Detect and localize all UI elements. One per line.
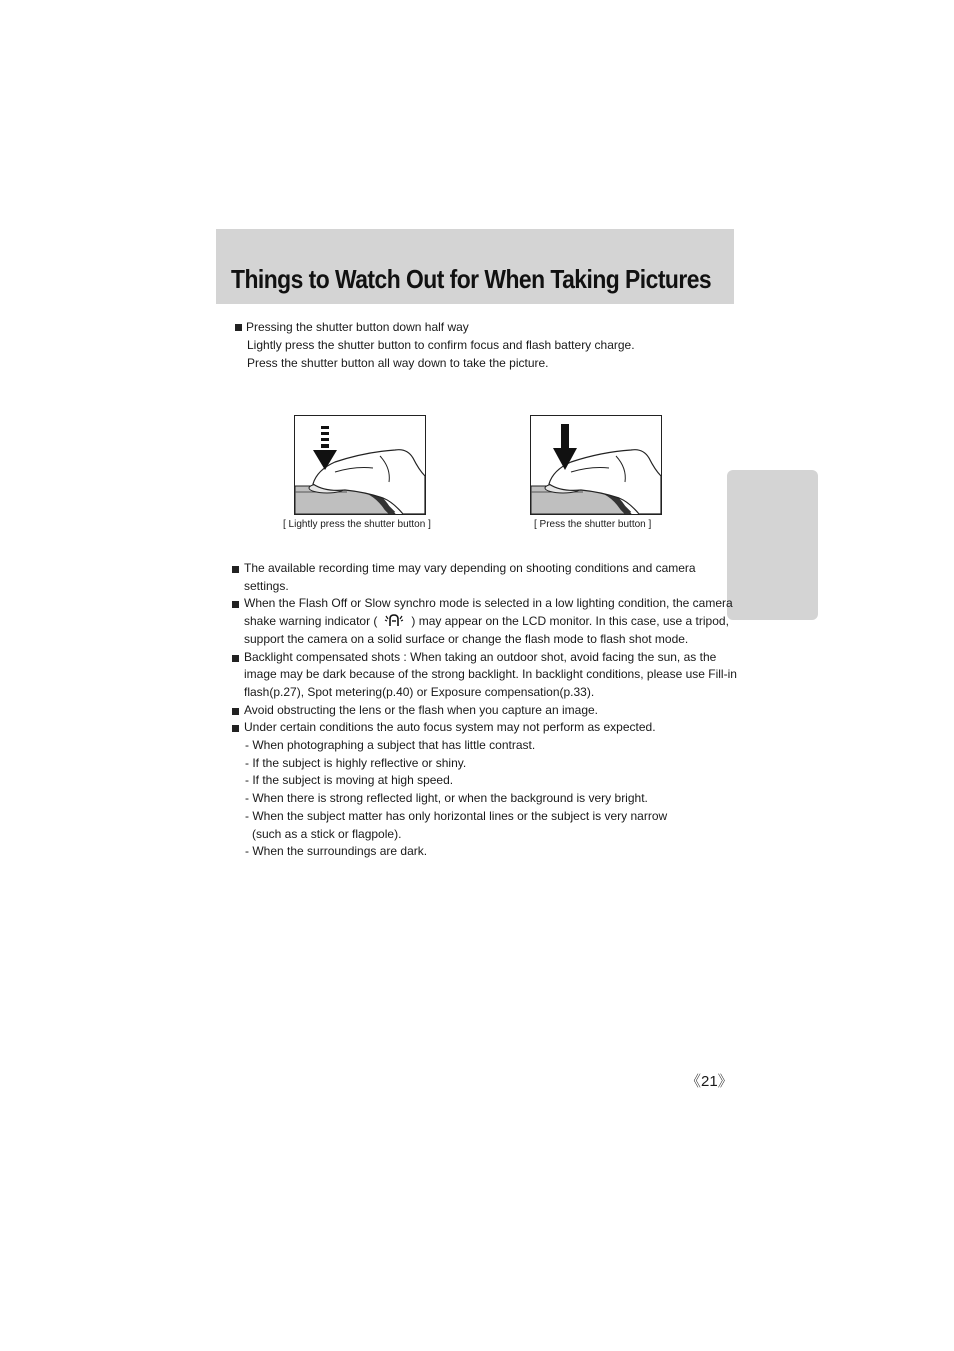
finger-full-press-image (531, 416, 661, 514)
af-condition-item: - If the subject is moving at high speed. (245, 773, 454, 788)
intro-line-2: Press the shutter button all way down to take the picture. (247, 356, 549, 370)
right-figure-caption: [ Press the shutter button ] (534, 519, 652, 530)
note-line: The available recording time may vary depending on shooting conditions and camera (244, 561, 696, 575)
square-bullet-icon (235, 324, 242, 331)
square-bullet-icon (232, 655, 239, 662)
page-number: 《21》 (686, 1073, 733, 1090)
af-condition-item: - When photographing a subject that has little contrast. (245, 738, 536, 753)
side-tab (727, 470, 818, 620)
note-line: support the camera on a solid surface or change the flash mode to flash shot mode. (244, 631, 689, 646)
af-condition-item: - When there is strong reflected light, or when the background is very bright. (245, 791, 648, 806)
note-text: shake warning indicator ( (244, 614, 378, 629)
half-press-illustration (294, 415, 426, 515)
note-obstruct-lens (232, 702, 737, 720)
square-bullet-icon (232, 566, 239, 573)
note-line: settings. (244, 578, 289, 593)
square-bullet-icon (232, 708, 239, 715)
note-line: image may be dark because of the strong backlight. In backlight conditions, please use Fill-in (244, 667, 737, 682)
note-camera-shake (232, 595, 737, 648)
af-condition-item: - When the subject matter has only horizontal lines or the subject is very narrow (245, 808, 668, 823)
note-line: Avoid obstructing the lens or the flash when you capture an image. (244, 702, 598, 717)
square-bullet-icon (232, 725, 239, 732)
note-line: Under certain conditions the auto focus system may not perform as expected. (244, 720, 656, 735)
left-figure-caption: [ Lightly press the shutter button ] (283, 519, 431, 530)
note-recording-time (232, 560, 737, 595)
af-condition-item-continued: (such as a stick or flagpole). (252, 826, 402, 841)
intro-section (235, 318, 635, 372)
note-line: Backlight compensated shots : When taking an outdoor shot, avoid facing the sun, as the (244, 649, 717, 664)
note-backlight (232, 649, 737, 702)
intro-heading: Pressing the shutter button down half way (246, 320, 469, 334)
note-line (244, 613, 737, 631)
intro-heading-row (235, 318, 635, 336)
note-text: ) may appear on the LCD monitor. In this case, use a tripod, (411, 614, 729, 629)
af-condition-item: - When the surroundings are dark. (245, 844, 428, 859)
page-title: Things to Watch Out for When Taking Pictures (231, 264, 712, 294)
square-bullet-icon (232, 601, 239, 608)
intro-line-1: Lightly press the shutter button to confirm focus and flash battery charge. (247, 338, 635, 352)
note-auto-focus (232, 719, 737, 737)
camera-shake-warning-icon (383, 613, 405, 627)
finger-half-press-image (295, 416, 425, 514)
note-line: flash(p.27), Spot metering(p.40) or Exposure compensation(p.33). (244, 684, 595, 699)
af-condition-item: - If the subject is highly reflective or shiny. (245, 755, 467, 770)
note-line: When the Flash Off or Slow synchro mode is selected in a low lighting condition, the camera (244, 596, 733, 611)
full-press-illustration (530, 415, 662, 515)
notes-list (232, 560, 737, 861)
